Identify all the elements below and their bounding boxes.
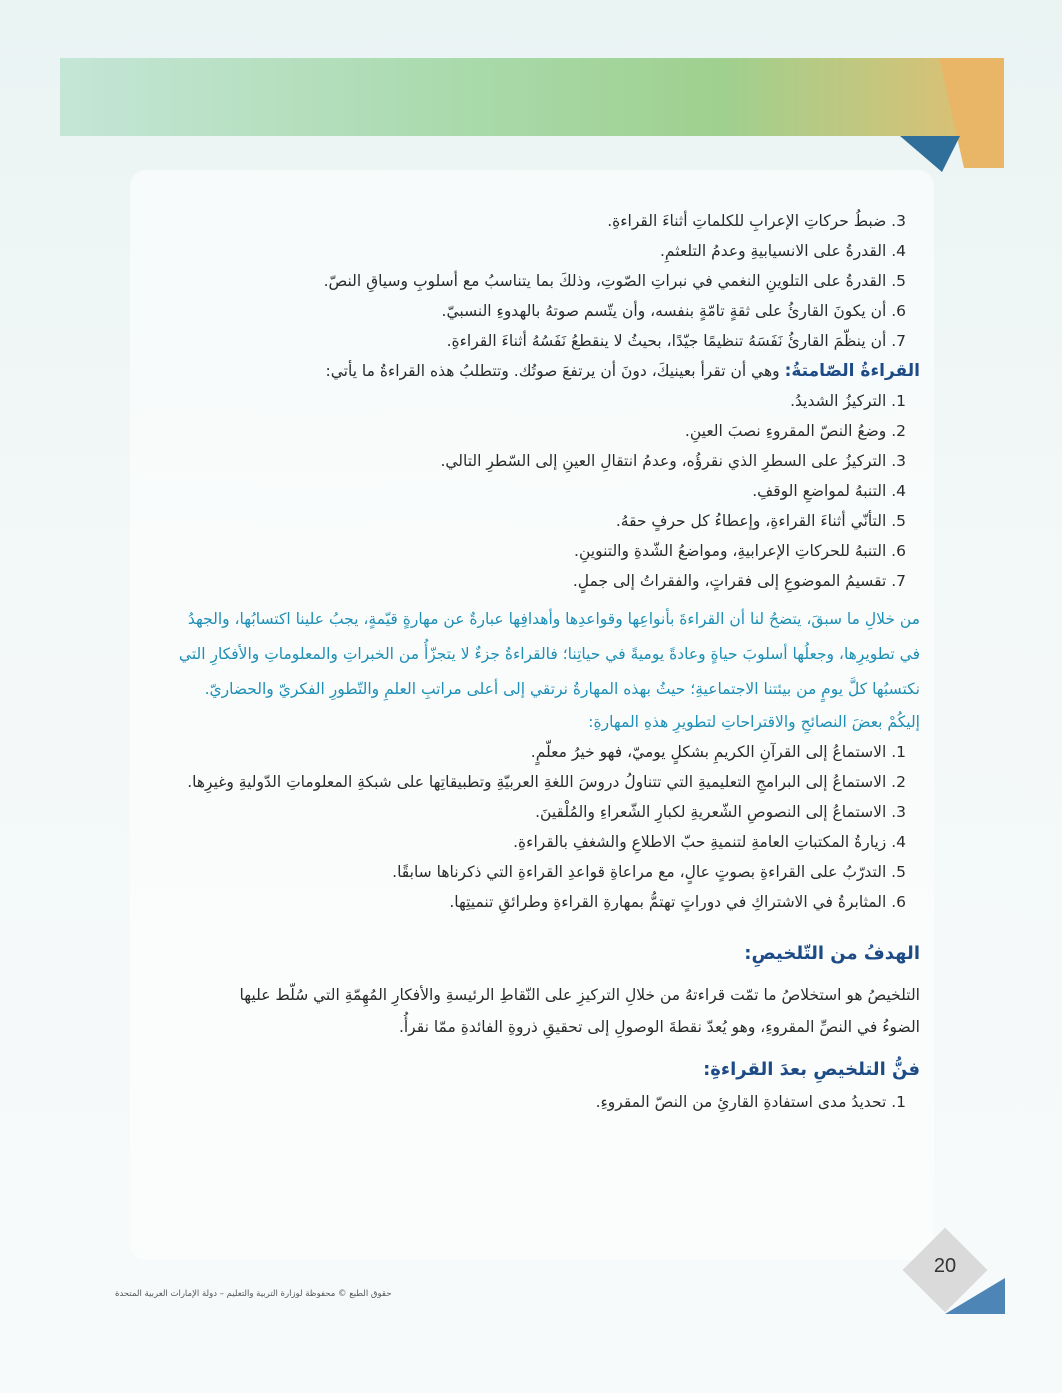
summary-art-list <box>110 1087 920 1117</box>
conclusion-paragraph <box>110 602 920 707</box>
paragraph-line: من خلالِ ما سبقَ، يتضحُ لنا أن القراءةَ بأنواعِها وقواعدِها وأهدافِها عبارةٌ عن مهارةٍ قيّمةٍ، يجبُ علينا اكتسابُها، والجهدُ <box>187 610 920 628</box>
list-item: 5. التأنّي أثناءَ القراءةِ، وإعطاءُ كل حرفٍ حقهُ. <box>615 512 906 530</box>
list-item: 3. الاستماعُ إلى النصوصِ الشّعريةِ لكبارِ الشّعراءِ والمُلْقينَ. <box>535 803 906 821</box>
paragraph-line: التلخيصُ هو استخلاصُ ما تمّت قراءتهُ من خلالِ التركيزِ على النّقاطِ الرئيسةِ والأفكارِ المُهِمّةِ التي سُلّط عليها <box>239 986 920 1004</box>
summary-goal-title: الهدفُ من التّلخيصِ: <box>744 943 920 964</box>
paragraph-line: في تطويرِها، وجعلُها أسلوبَ حياةٍ وعادةً يوميةً في حياتِنا؛ فالقراءةُ جزءٌ لا يتجزّأُ من الخبراتِ والمعلوماتِ والأفكارِ التي <box>178 645 920 663</box>
list-item: 3. ضبطُ حركاتِ الإعرابِ للكلماتِ أثناءَ القراءةِ. <box>607 212 906 230</box>
header-banner <box>60 58 1004 136</box>
list-item: 5. التدرّبُ على القراءةِ بصوتٍ عالٍ، مع مراعاةِ قواعدِ القراءةِ التي ذكرناها سابقًا. <box>392 863 906 881</box>
list-item: 4. التنبهُ لمواضعِ الوقفِ. <box>752 482 906 500</box>
list-item: 4. زيارةُ المكتباتِ العامةِ لتنميةِ حبّ الاطلاعِ والشغفِ بالقراءةِ. <box>513 833 906 851</box>
list-item: 2. وضعُ النصّ المقروءِ نصبَ العينِ. <box>684 422 906 440</box>
list-item: 3. التركيزُ على السطرِ الذي نقرؤُه، وعدمُ انتقالِ العينِ إلى السّطرِ التالي. <box>440 452 906 470</box>
copyright-footer: حقوق الطبع © محفوظة لوزارة التربية والتعليم – دولة الإمارات العربية المتحدة <box>115 1289 392 1299</box>
list-item: 1. الاستماعُ إلى القرآنِ الكريمِ بشكلٍ يوميّ، فهو خيرُ معلّمٍ. <box>530 743 906 761</box>
summary-paragraph <box>110 979 920 1043</box>
list-item: 2. الاستماعُ إلى البرامجِ التعليميةِ التي تتناولُ دروسَ اللغةِ العربيّةِ وتطبيقاتِها على شبكةِ المعلوماتِ الدّوليةِ وغيرِها. <box>187 773 906 791</box>
silent-reading-list <box>110 386 920 596</box>
paragraph-line: نكتسبُها كلَّ يومٍ من بيئتنا الاجتماعيةِ؛ حيثُ بهذه المهارةُ نرتقي إلى أعلى مراتبِ العلمِ والتّطورِ الفكريّ والحضاريّ. <box>204 680 920 698</box>
summary-art-title: فنُّ التلخيصِ بعدَ القراءةِ: <box>703 1059 920 1080</box>
list-item: 5. القدرةُ على التلوينِ النغمي في نبراتِ الصّوتِ، وذلكَ بما يتناسبُ مع أسلوبِ وسياقِ النصّ. <box>323 272 906 290</box>
silent-reading-title: القراءةُ الصّامتةُ: <box>784 361 920 381</box>
page-content <box>110 206 920 1117</box>
list-item: 1. التركيزُ الشديدُ. <box>790 392 906 410</box>
tips-list <box>110 737 920 917</box>
silent-reading-text: وهي أن تقرأ بعينيكَ، دونَ أن يرتفعَ صوتُك. وتتطلبُ هذه القراءةُ ما يأتي: <box>325 362 780 380</box>
page-number: 20 <box>933 1255 957 1277</box>
list-item: 4. القدرةُ على الانسيابيةِ وعدمُ التلعثمِ. <box>659 242 906 260</box>
list-item: 6. المثابرةُ في الاشتراكِ في دوراتٍ تهتمُّ بمهارةِ القراءةِ وطرائقِ تنميتِها. <box>449 893 906 911</box>
list-item: 6. التنبهُ للحركاتِ الإعرابيةِ، ومواضعُ الشّدةِ والتنوينِ. <box>574 542 906 560</box>
list-item: 1. تحديدُ مدى استفادةِ القارئِ من النصّ المقروءِ. <box>595 1093 906 1111</box>
silent-reading-definition <box>110 356 920 386</box>
paragraph-line: الضوءُ في النصِّ المقروءِ، وهو يُعدّ نقطةَ الوصولِ إلى تحقيقِ ذروةِ الفائدةِ ممّا نقرأُ. <box>398 1018 920 1036</box>
list-item: 6. أن يكونَ القارئُ على ثقةٍ تامّةٍ بنفسه، وأن يتّسم صوتهُ بالهدوءِ النسبيّ. <box>441 302 906 320</box>
list-item: 7. تقسيمُ الموضوعِ إلى فقراتٍ، والفقراتُ إلى جملٍ. <box>572 572 906 590</box>
list-item: 7. أن ينظّمَ القارئُ نَفَسَهُ تنظيمًا جيّدًا، بحيثُ لا ينقطعُ نَفَسُهُ أثناءَ القراءةِ. <box>446 332 906 350</box>
tips-title: إليكُمْ بعضَ النصائحِ والاقتراحاتِ لتطويرِ هذهِ المهارةِ: <box>588 713 920 731</box>
reading-list <box>110 206 920 356</box>
